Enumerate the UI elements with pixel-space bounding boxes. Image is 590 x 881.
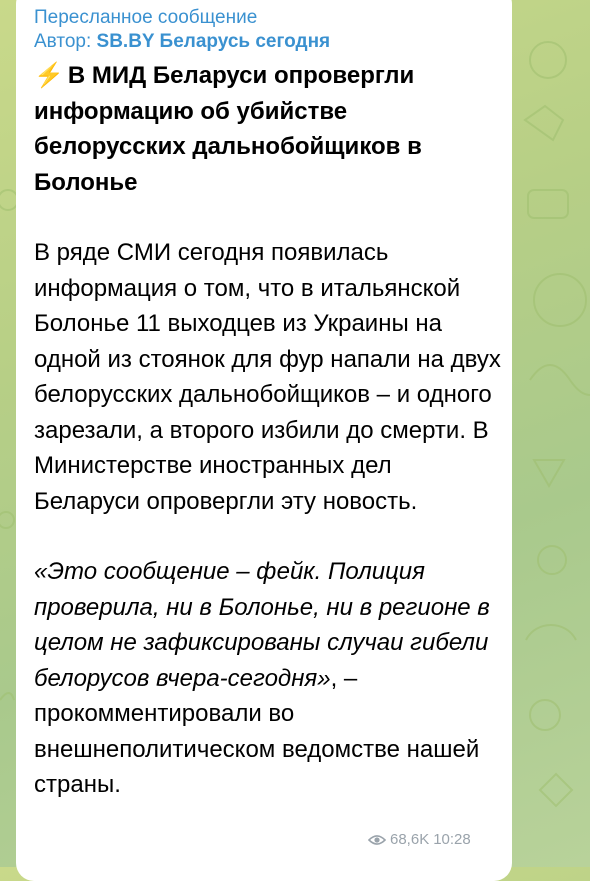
- lightning-icon: ⚡: [34, 62, 64, 89]
- post-headline: [34, 58, 502, 200]
- message-text: [34, 58, 502, 803]
- view-count: 68,6K: [390, 831, 430, 848]
- eye-icon: [368, 834, 386, 846]
- message-meta: [368, 830, 471, 850]
- post-quote-paragraph: [34, 554, 502, 803]
- headline-text: В МИД Беларуси опровергли информацию об убийстве белорусских дальнобойщиков в Болонье: [34, 62, 422, 196]
- forwarded-label: Пересланное сообщение: [34, 7, 258, 28]
- post-body: В ряде СМИ сегодня появилась информация о том, что в итальянской Болонье 11 выходцев из Украины на одной из стоянок для фур напали на двух белорусских дальнобойщиков – и одного зарезали, а второго избили до смерти. В Министерстве иностранных дел Беларуси опровергли эту новость.: [34, 239, 501, 515]
- message-time: 10:28: [433, 831, 471, 848]
- author-prefix: Автор:: [34, 31, 97, 52]
- forwarded-author[interactable]: [34, 31, 330, 53]
- post-quote-tail: , – прокомментировали во внешнеполитическом ведомстве нашей страны.: [34, 664, 480, 798]
- author-name-link[interactable]: SB.BY Беларусь сегодня: [96, 31, 331, 52]
- post-quote: «Это сообщение – фейк. Полиция проверила, ни в Болонье, ни в регионе в целом не зафиксированы случаи гибели белорусов вчера-сегодня»: [34, 558, 490, 692]
